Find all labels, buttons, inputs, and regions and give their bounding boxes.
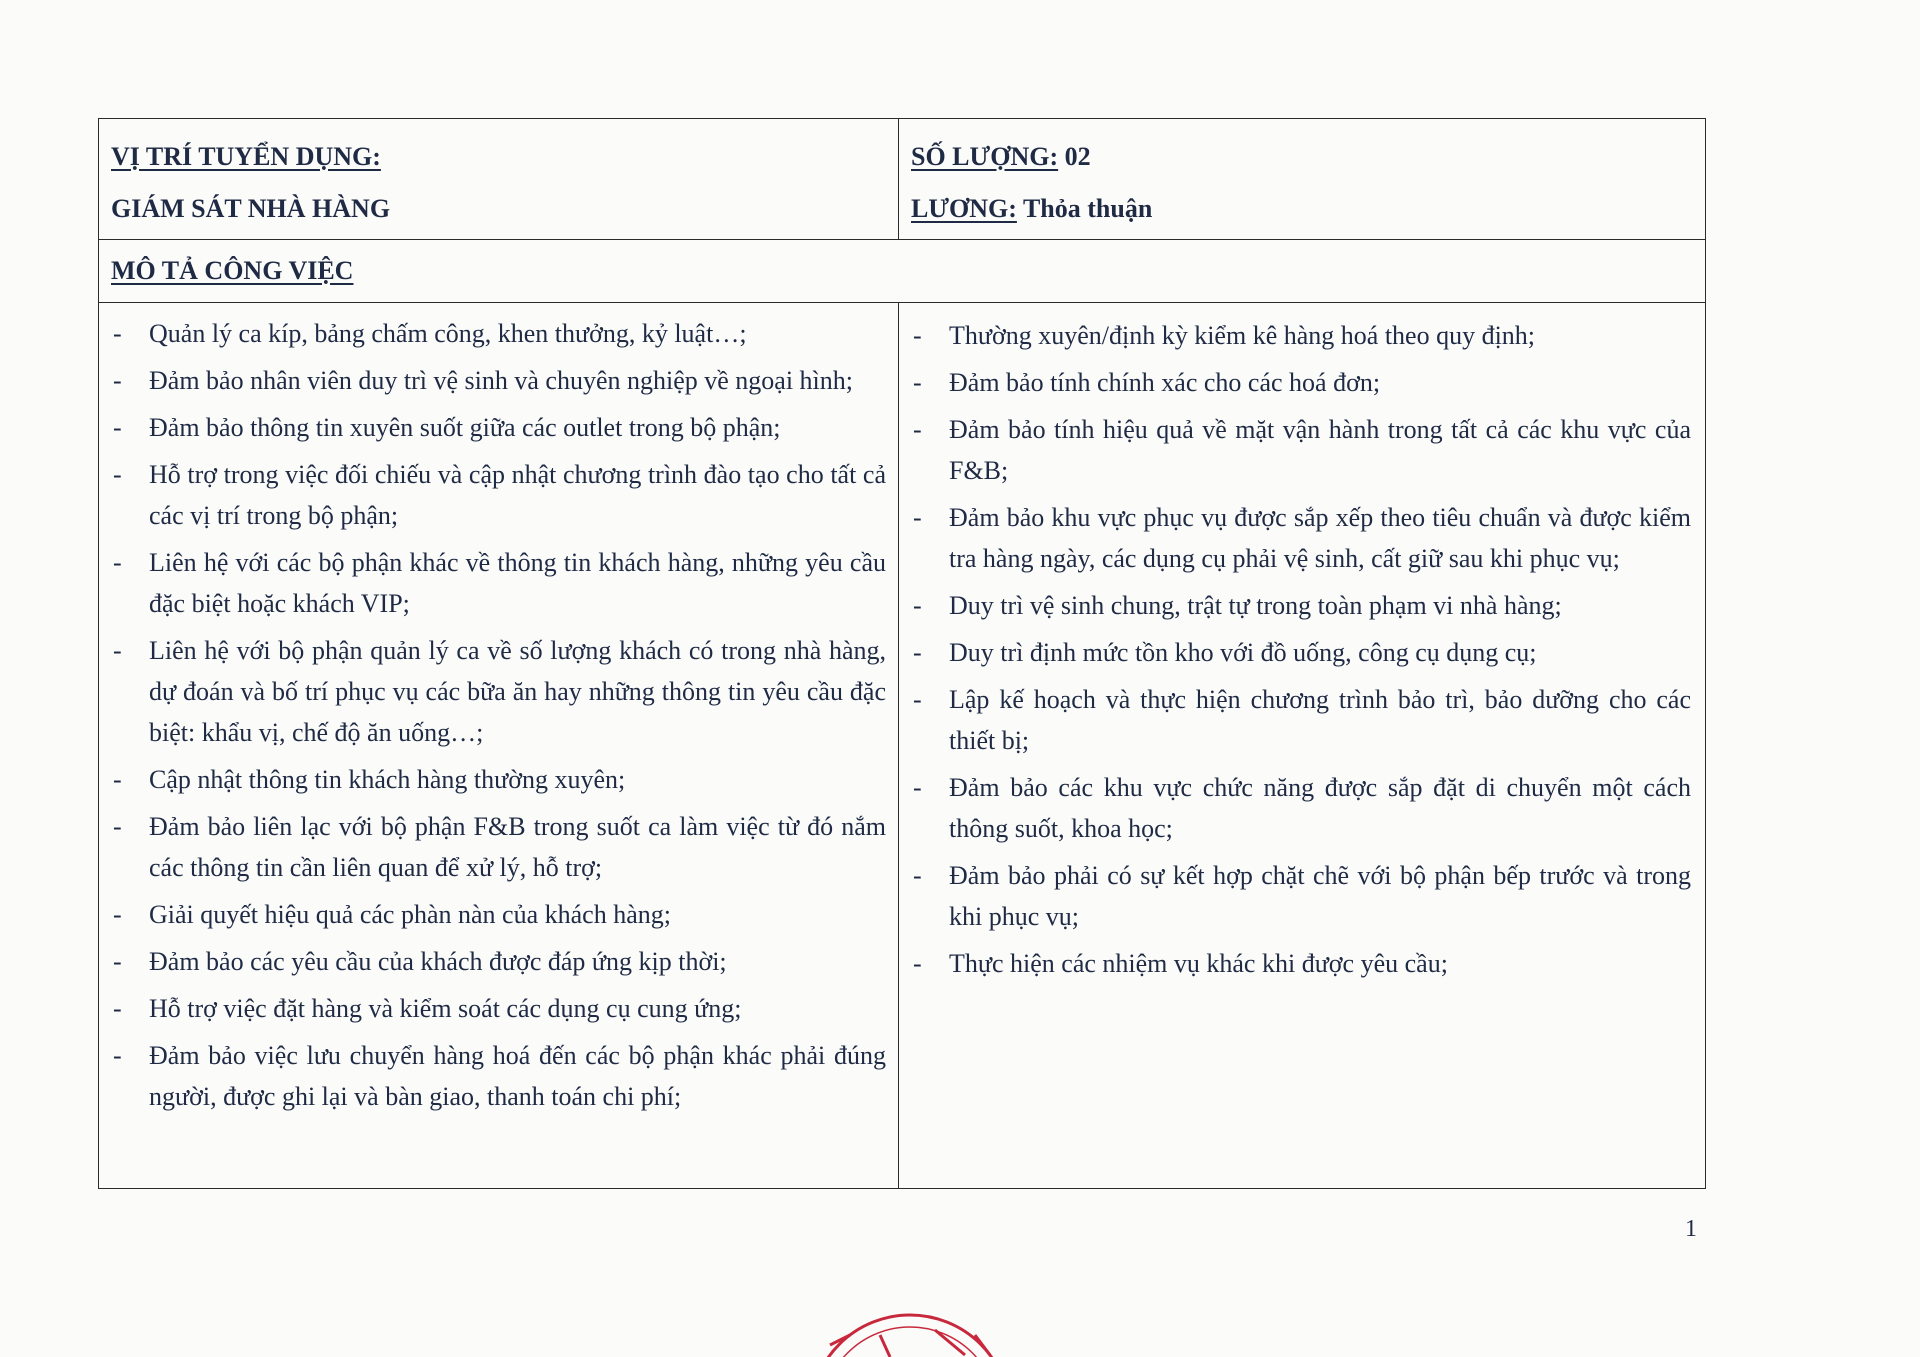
duties-right-list — [911, 315, 1691, 984]
duty-text: Đảm bảo tính hiệu quả về mặt vận hành trong tất cả các khu vực của F&B; — [949, 415, 1691, 485]
duty-text: Quản lý ca kíp, bảng chấm công, khen thưởng, kỷ luật…; — [149, 319, 747, 348]
duty-text: Đảm bảo tính chính xác cho các hoá đơn; — [949, 368, 1381, 397]
duty-item — [111, 313, 886, 354]
bullet-dash: - — [913, 685, 922, 714]
company-seal — [790, 1305, 1030, 1357]
quantity-label: SỐ LƯỢNG: — [911, 142, 1059, 171]
duty-item — [911, 585, 1691, 626]
duties-row — [99, 303, 1705, 1188]
quantity-salary-cell — [899, 119, 1705, 239]
bullet-dash: - — [913, 949, 922, 978]
bullet-dash: - — [913, 415, 922, 444]
duty-item — [111, 988, 886, 1029]
page-number: 1 — [1685, 1216, 1697, 1242]
bullet-dash: - — [913, 638, 922, 667]
duty-text: Lập kế hoạch và thực hiện chương trình bảo trì, bảo dưỡng cho các thiết bị; — [949, 685, 1691, 755]
duty-text: Hỗ trợ việc đặt hàng và kiểm soát các dụng cụ cung ứng; — [149, 994, 742, 1023]
job-description-table — [98, 118, 1706, 1189]
salary-line — [911, 183, 1693, 235]
duty-text: Đảm bảo khu vực phục vụ được sắp xếp theo tiêu chuẩn và được kiểm tra hàng ngày, các dụng cụ phải vệ sinh, cất giữ sau khi phục vụ; — [949, 503, 1691, 573]
duty-text: Giải quyết hiệu quả các phàn nàn của khách hàng; — [149, 900, 671, 929]
duty-text: Đảm bảo các yêu cầu của khách được đáp ứng kịp thời; — [149, 947, 727, 976]
duty-item — [911, 409, 1691, 491]
duties-left-column — [99, 303, 899, 1188]
duty-item — [111, 630, 886, 753]
position-value: GIÁM SÁT NHÀ HÀNG — [111, 194, 391, 223]
duty-text: Đảm bảo các khu vực chức năng được sắp đặt di chuyển một cách thông suốt, khoa học; — [949, 773, 1691, 843]
duty-item — [111, 407, 886, 448]
duty-item — [911, 767, 1691, 849]
position-cell — [99, 119, 899, 239]
bullet-dash: - — [113, 900, 122, 929]
duty-text: Đảm bảo nhân viên duy trì vệ sinh và chuyên nghiệp về ngoại hình; — [149, 366, 854, 395]
duty-item — [111, 806, 886, 888]
bullet-dash: - — [913, 861, 922, 890]
bullet-dash: - — [113, 366, 122, 395]
duty-text: Cập nhật thông tin khách hàng thường xuyên; — [149, 765, 626, 794]
duty-item — [111, 542, 886, 624]
bullet-dash: - — [113, 636, 122, 665]
bullet-dash: - — [113, 548, 122, 577]
bullet-dash: - — [913, 368, 922, 397]
salary-label: LƯƠNG: — [911, 194, 1017, 223]
bullet-dash: - — [113, 1041, 122, 1070]
duties-left-list — [111, 313, 886, 1117]
quantity-value: 02 — [1058, 142, 1091, 171]
duty-item — [111, 759, 886, 800]
duty-item — [911, 855, 1691, 937]
duty-item — [111, 360, 886, 401]
header-row — [99, 119, 1705, 240]
quantity-line — [911, 131, 1693, 183]
duty-text: Hỗ trợ trong việc đối chiếu và cập nhật chương trình đào tạo cho tất cả các vị trí trong bộ phận; — [149, 460, 886, 530]
bullet-dash: - — [113, 413, 122, 442]
duty-text: Đảm bảo liên lạc với bộ phận F&B trong suốt ca làm việc từ đó nắm các thông tin cần liên quan để xử lý, hỗ trợ; — [149, 812, 886, 882]
duty-item — [111, 894, 886, 935]
duties-right-column — [899, 303, 1705, 1188]
bullet-dash: - — [913, 321, 922, 350]
duty-text: Duy trì vệ sinh chung, trật tự trong toàn phạm vi nhà hàng; — [949, 591, 1562, 620]
bullet-dash: - — [113, 765, 122, 794]
duty-item — [911, 943, 1691, 984]
bullet-dash: - — [913, 773, 922, 802]
duty-item — [911, 497, 1691, 579]
bullet-dash: - — [113, 460, 122, 489]
duty-item — [111, 941, 886, 982]
description-title: MÔ TẢ CÔNG VIỆC — [111, 256, 354, 285]
duty-item — [911, 632, 1691, 673]
seal-icon — [790, 1305, 1030, 1357]
salary-value: Thỏa thuận — [1016, 194, 1153, 223]
bullet-dash: - — [113, 812, 122, 841]
duty-item — [111, 454, 886, 536]
duty-item — [911, 362, 1691, 403]
duty-text: Duy trì định mức tồn kho với đồ uống, công cụ dụng cụ; — [949, 638, 1537, 667]
position-label: VỊ TRÍ TUYỂN DỤNG: — [111, 142, 381, 171]
description-title-row — [99, 240, 1705, 303]
duty-text: Đảm bảo phải có sự kết hợp chặt chẽ với bộ phận bếp trước và trong khi phục vụ; — [949, 861, 1691, 931]
duty-text: Liên hệ với bộ phận quản lý ca về số lượng khách có trong nhà hàng, dự đoán và bố trí phục vụ các bữa ăn hay những thông tin yêu cầu đặc biệt: khẩu vị, chế độ ăn uống…; — [149, 636, 886, 747]
duty-text: Thực hiện các nhiệm vụ khác khi được yêu cầu; — [949, 949, 1448, 978]
bullet-dash: - — [113, 319, 122, 348]
bullet-dash: - — [913, 591, 922, 620]
bullet-dash: - — [113, 947, 122, 976]
duty-item — [111, 1035, 886, 1117]
duty-text: Thường xuyên/định kỳ kiểm kê hàng hoá theo quy định; — [949, 321, 1536, 350]
duty-item — [911, 315, 1691, 356]
duty-text: Đảm bảo thông tin xuyên suốt giữa các outlet trong bộ phận; — [149, 413, 781, 442]
bullet-dash: - — [913, 503, 922, 532]
duty-item — [911, 679, 1691, 761]
bullet-dash: - — [113, 994, 122, 1023]
duty-text: Liên hệ với các bộ phận khác về thông tin khách hàng, những yêu cầu đặc biệt hoặc khách VIP; — [149, 548, 886, 618]
duty-text: Đảm bảo việc lưu chuyển hàng hoá đến các bộ phận khác phải đúng người, được ghi lại và bàn giao, thanh toán chi phí; — [149, 1041, 886, 1111]
